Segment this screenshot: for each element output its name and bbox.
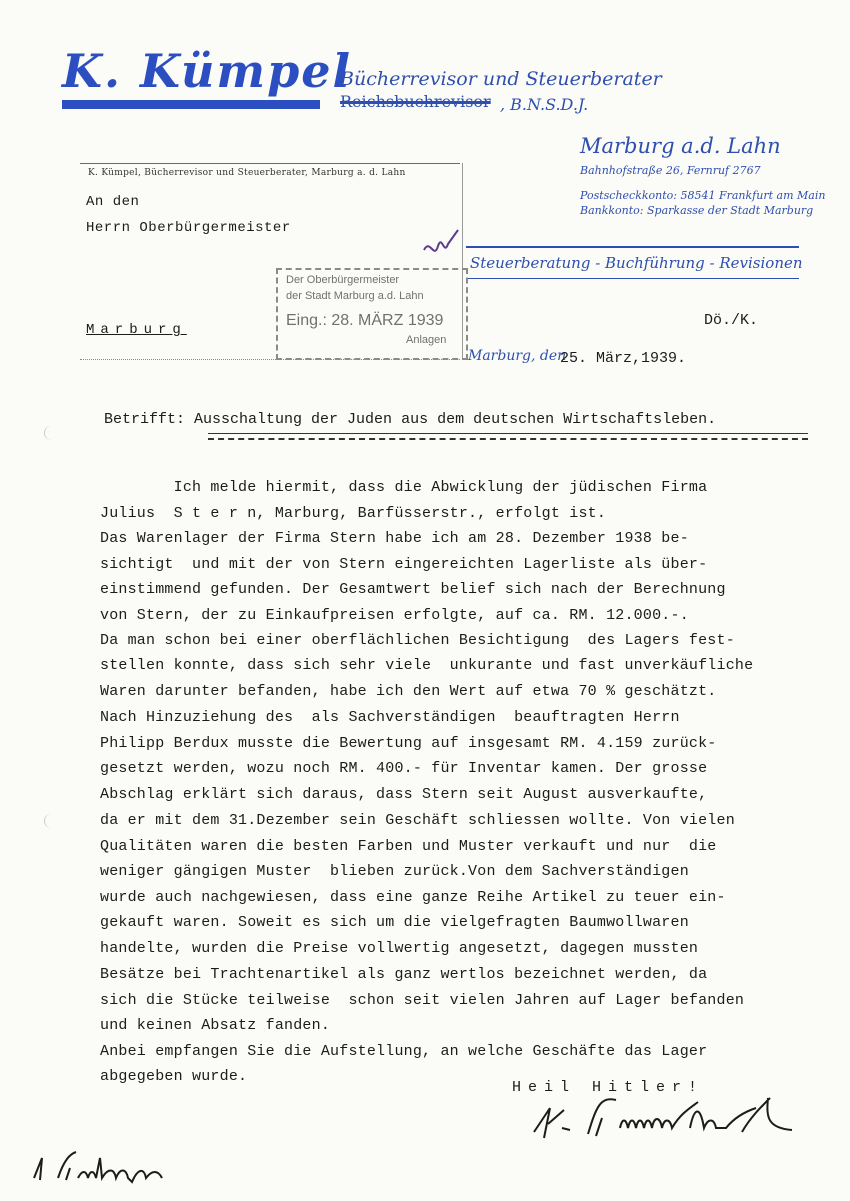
body-line: Nach Hinzuziehung des als Sachverständigen beauftragten Herrn: [100, 709, 680, 726]
body-line: gekauft waren. Soweit es sich um die vielgefragten Baumwollwaren: [100, 914, 689, 931]
body-line: Philipp Berdux musste die Bewertung auf insgesamt RM. 4.159 zurück-: [100, 735, 717, 752]
recipient-line-1: An den: [86, 194, 140, 210]
handwritten-mark-icon: [418, 226, 464, 272]
body-line: wurde auch nachgewiesen, dass eine ganze Reihe Artikel zu teuer ein-: [100, 889, 726, 906]
letterhead-name: K. Kümpel: [62, 44, 353, 98]
body-line: handelte, wurden die Preise vollwertig angesetzt, dagegen mussten: [100, 940, 699, 957]
signature: [530, 1088, 820, 1154]
body-line: Da man schon bei einer oberflächlichen Besichtigung des Lagers fest-: [100, 632, 735, 649]
stamp-line-1: Der Oberbürgermeister: [286, 274, 400, 286]
date-value: 25. März,1939.: [560, 350, 687, 367]
enclosure-note: [28, 1148, 198, 1188]
body-line: Abschlag erklärt sich daraus, dass Stern seit August ausverkaufte,: [100, 786, 708, 803]
stamp-enclosures: Anlagen: [406, 334, 447, 346]
letterhead-postscheck: Postscheckkonto: 58541 Frankfurt am Main: [580, 189, 826, 202]
recipient-line-2: Herrn Oberbürgermeister: [86, 220, 291, 236]
reference-code: Dö./K.: [704, 312, 759, 329]
body-line: Besätze bei Trachtenartikel als ganz wertlos bezeichnet werden, da: [100, 966, 708, 983]
address-window-bottom-rule: [80, 359, 460, 360]
closing-salutation: Heil Hitler!: [512, 1079, 705, 1096]
body-line: weniger gängigen Muster blieben zurück.Von dem Sachverständigen: [100, 863, 689, 880]
letterhead-association: , B.N.S.D.J.: [500, 95, 589, 114]
letterhead-city: Marburg a.d. Lahn: [580, 134, 781, 158]
subject-line: [104, 411, 716, 428]
body-line: Das Warenlager der Firma Stern habe ich am 28. Dezember 1938 be-: [100, 530, 689, 547]
stamp-line-2: der Stadt Marburg a.d. Lahn: [286, 290, 424, 302]
letterhead-bank: Bankkonto: Sparkasse der Stadt Marburg: [580, 204, 814, 217]
body-line: abgegeben wurde.: [100, 1068, 248, 1085]
body-line: Qualitäten waren die besten Farben und Muster verkauft und nur die: [100, 838, 717, 855]
stamp-received-date: Eing.: 28. MÄRZ 1939: [286, 312, 444, 329]
recipient-city: Marburg: [86, 322, 187, 338]
subject-dashed-rule: [208, 438, 808, 440]
body-line: Waren darunter befanden, habe ich den Wert auf etwa 70 % geschätzt.: [100, 683, 717, 700]
body-line: sich die Stücke teilweise schon seit vielen Jahren auf Lager befanden: [100, 992, 745, 1009]
subject-label: Betrifft:: [104, 411, 186, 428]
services-bottom-rule: [466, 278, 799, 279]
enclosure-note-text: 1 Anlage: [28, 1186, 33, 1187]
body-line: Ich melde hiermit, dass die Abwicklung der jüdischen Firma: [100, 479, 708, 496]
services-top-rule: [466, 246, 799, 248]
date-place: Marburg, den: [468, 348, 567, 364]
subject-underline: [208, 433, 808, 434]
letterhead-address: Bahnhofstraße 26, Fernruf 2767: [580, 164, 761, 177]
sender-line: K. Kümpel, Bücherrevisor und Steuerberater, Marburg a. d. Lahn: [88, 168, 406, 178]
letterhead-struck-title: Reichsbuchrevisor: [340, 92, 491, 111]
address-window-top-rule: [80, 163, 460, 164]
body-line: Julius S t e r n, Marburg, Barfüsserstr., erfolgt ist.: [100, 505, 607, 522]
body-line: einstimmend gefunden. Der Gesamtwert belief sich nach der Berechnung: [100, 581, 726, 598]
punch-hole-mark: [44, 426, 59, 440]
letterhead-profession: Bücherrevisor und Steuerberater: [340, 68, 662, 90]
subject-text: Ausschaltung der Juden aus dem deutschen Wirtschaftsleben.: [194, 411, 717, 428]
receipt-stamp: [276, 268, 468, 360]
body-line: sichtigt und mit der von Stern eingereichten Lagerliste als über-: [100, 556, 708, 573]
body-line: von Stern, der zu Einkaufpreisen erfolgte, auf ca. RM. 12.000.-.: [100, 607, 689, 624]
body-line: da er mit dem 31.Dezember sein Geschäft schliessen wollte. Von vielen: [100, 812, 735, 829]
body-line: und keinen Absatz fanden.: [100, 1017, 331, 1034]
body-line: stellen konnte, dass sich sehr viele unkurante und fast unverkäufliche: [100, 657, 754, 674]
body-line: Anbei empfangen Sie die Aufstellung, an welche Geschäfte das Lager: [100, 1043, 708, 1060]
letterhead-services: Steuerberatung - Buchführung - Revisionen: [470, 254, 803, 272]
letterhead-bar: [62, 100, 320, 109]
punch-hole-mark: [44, 814, 59, 828]
body-line: gesetzt werden, wozu noch RM. 400.- für Inventar kamen. Der grosse: [100, 760, 708, 777]
